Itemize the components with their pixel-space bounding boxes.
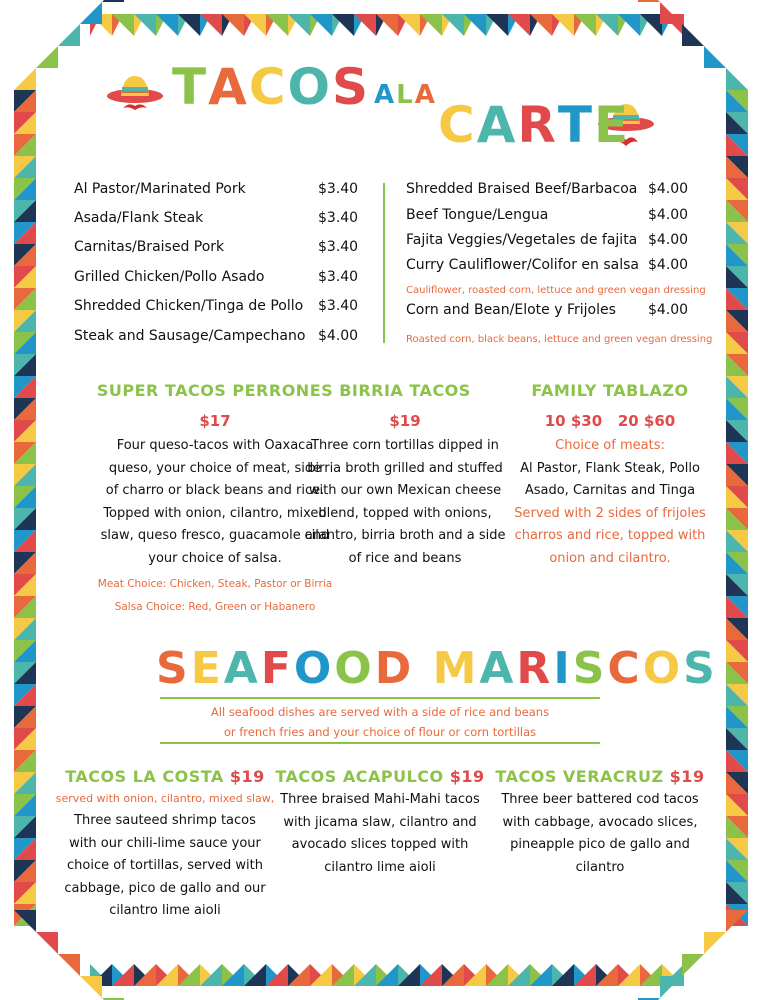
birria-tacos-price: $19	[389, 412, 421, 430]
super-tacos-price: $17	[199, 412, 231, 430]
tacos-la-costa-note: served with onion, cilantro, mixed slaw,	[55, 792, 275, 805]
family-tablazo-description: Choice of meats: Al Pastor, Flank Steak, Pollo Asado, Carnitas and Tinga Served with 2 sides of frijoles charros and rice, topped with onion and cilantro.	[514, 438, 706, 566]
super-tacos-choices: Meat Choice: Chicken, Steak, Pastor or Birria Salsa Choice: Red, Green or Habanero	[97, 578, 333, 613]
tacos-la-costa-description: Three sauteed shrimp tacos with our chili-lime sauce your choice of tortillas, served with cabbage, pico de gallo and our cilantro lime aioli	[64, 813, 266, 918]
title-carte: CARTE	[438, 96, 631, 154]
tacos-la-costa-heading: TACOS LA COSTA $19	[65, 767, 265, 786]
birria-tacos-heading: BIRRIA TACOS	[339, 381, 471, 400]
seafood-note: All seafood dishes are served with a side of rice and beans or french fries and your choice of flour or corn tortillas	[210, 705, 550, 739]
tacos-veracruz-description: Three beer battered cod tacos with cabbage, avocado slices, pineapple pico de gallo and cilantro	[501, 792, 699, 875]
super-tacos-description: Four queso-tacos with Oaxaca queso, your choice of meat, side of charro or black beans and rice. Topped with onion, cilantro, mixed slaw, queso fresco, guacamole and your choice of salsa.	[100, 438, 330, 566]
super-tacos-heading: SUPER TACOS PERRONES	[96, 381, 334, 400]
family-tablazo-heading: FAMILY TABLAZO	[531, 381, 689, 400]
birria-tacos-description: Three corn tortillas dipped in birria broth grilled and stuffed with our own Mexican cheese blend, topped with onions, cilantro, birria broth and a side of rice and beans	[304, 438, 506, 566]
cauliflower-note: Cauliflower, roasted corn, lettuce and green vegan dressing	[406, 285, 706, 296]
column-divider	[383, 183, 385, 343]
seafood-rule-bottom	[160, 742, 600, 744]
tacos-acapulco-heading: TACOS ACAPULCO $19	[275, 767, 485, 786]
seafood-title: SEAFOOD MARISCOS	[156, 643, 718, 694]
tacos-acapulco-description: Three braised Mahi-Mahi tacos with jicama slaw, cilantro and avocado slices topped with cilantro lime aioli	[280, 792, 480, 875]
family-tablazo-prices: 10 $30 20 $60	[544, 412, 676, 430]
tacos-veracruz-heading: TACOS VERACRUZ $19	[495, 767, 705, 786]
title-a-la: ALA	[374, 80, 437, 110]
corn-note: Roasted corn, black beans, lettuce and green vegan dressing	[406, 334, 713, 345]
seafood-rule-top	[160, 697, 600, 699]
sombrero-icon-left	[105, 70, 165, 130]
title-tacos: TACOS	[172, 58, 371, 116]
